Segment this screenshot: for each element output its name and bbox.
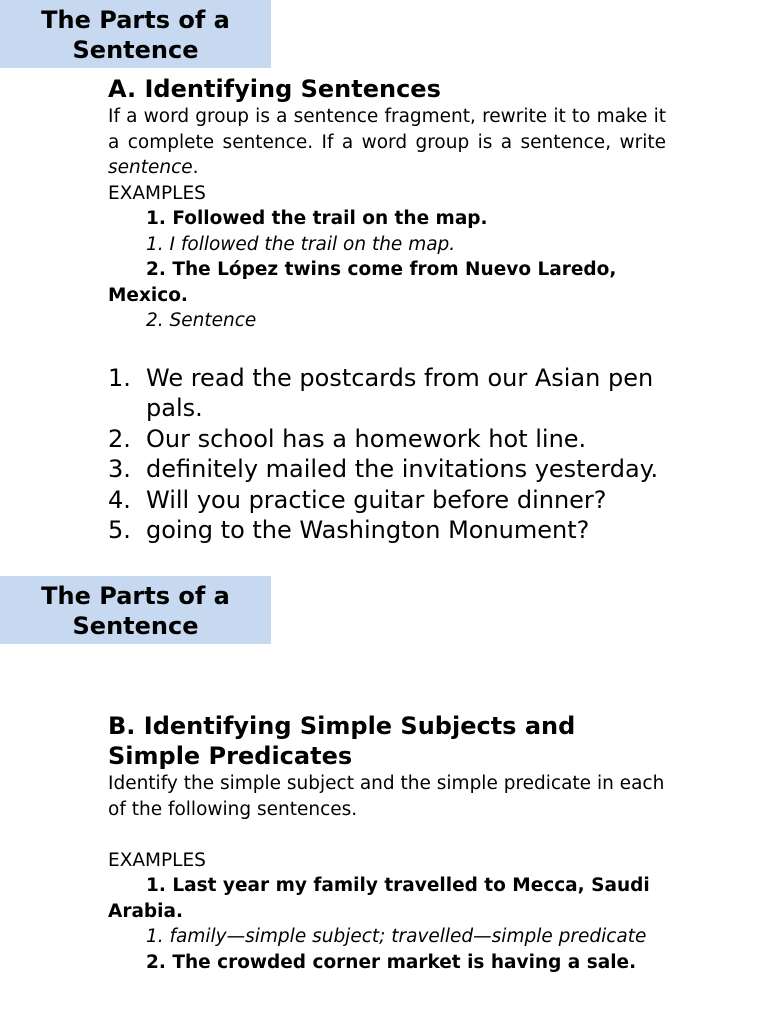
- item-text: Will you practice guitar before dinner?: [146, 485, 607, 514]
- item-number: 4.: [108, 485, 131, 514]
- slide-1-body: [108, 74, 666, 546]
- list-item: [108, 424, 666, 455]
- slide-2-header: [0, 576, 271, 644]
- spacer: [108, 822, 666, 848]
- list-item: [108, 363, 666, 424]
- section-title-b: B. Identifying Simple Subjects and Simple Predicates: [108, 712, 576, 770]
- example-prompt-1: 1. Followed the trail on the map.: [146, 208, 488, 229]
- spacer: [108, 334, 666, 363]
- slide-2-body: [108, 711, 666, 975]
- item-text: going to the Washington Monument?: [146, 516, 590, 544]
- header-line-1: The Parts of a: [41, 582, 230, 610]
- example-answer-2: 2. Sentence: [146, 310, 257, 331]
- item-text: We read the postcards from our Asian pen pals.: [146, 363, 654, 422]
- instructions-a-pre: If a word group is a sentence fragment, rewrite it to make it a complete sentence. If a word group is a sentence, write: [108, 106, 666, 153]
- example-prompt-2: 2. The López twins come from Nuevo Laredo, Mexico.: [108, 259, 617, 306]
- example-answer-b1: 1. family—simple subject; travelled—simple predicate: [146, 926, 647, 947]
- example-answer-1: 1. I followed the trail on the map.: [146, 233, 456, 255]
- list-item: [108, 515, 666, 546]
- item-text: definitely mailed the invitations yesterday.: [146, 455, 659, 483]
- instructions-a-post: .: [192, 157, 199, 178]
- list-item: [108, 485, 666, 516]
- item-number: 5.: [108, 516, 131, 544]
- examples-label-a: EXAMPLES: [108, 182, 206, 204]
- item-number: 1.: [108, 363, 131, 392]
- header-line-2: Sentence: [72, 36, 199, 64]
- item-text: Our school has a homework hot line.: [146, 424, 587, 453]
- exercise-list: [108, 363, 666, 546]
- instructions-b: Identify the simple subject and the simple predicate in each of the following sentences.: [108, 773, 665, 820]
- examples-label-b: EXAMPLES: [108, 849, 206, 871]
- example-prompt-b2: 2. The crowded corner market is having a sale.: [146, 951, 637, 973]
- example-prompt-b1: 1. Last year my family travelled to Mecca, Saudi Arabia.: [108, 875, 650, 922]
- item-number: 2.: [108, 424, 131, 453]
- instructions-a: [108, 104, 666, 181]
- section-title-a: A. Identifying Sentences: [108, 75, 441, 103]
- list-item: [108, 454, 666, 485]
- header-line-1: The Parts of a: [41, 6, 230, 34]
- item-number: 3.: [108, 455, 131, 483]
- instructions-a-italic: sentence: [108, 157, 193, 178]
- slide-2: [0, 576, 768, 1024]
- slide-1-header: [0, 0, 271, 68]
- header-line-2: Sentence: [72, 612, 199, 640]
